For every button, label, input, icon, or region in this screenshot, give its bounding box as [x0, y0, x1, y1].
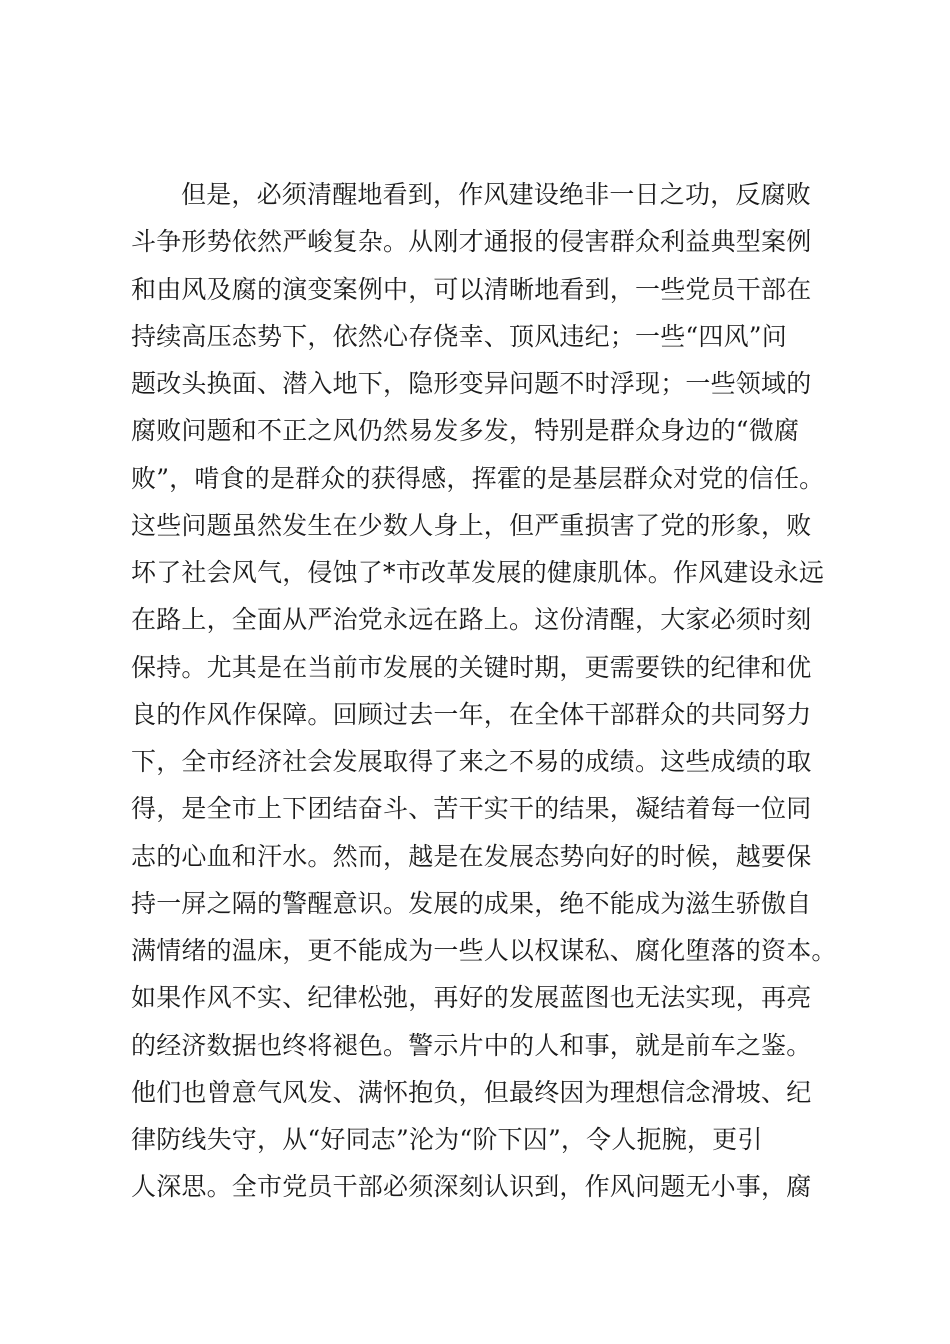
text-line-6: 腐败问题和不正之风仍然易发多发，特别是群众身边的“微腐 — [131, 416, 800, 446]
text-line-12: 良的作风作保障。回顾过去一年，在全体干部群众的共同努力 — [131, 699, 812, 729]
text-line-21: 律防线失守，从“好同志”沦为“阶下囚”，令人扼腕，更引 — [131, 1125, 763, 1154]
text-line-7: 败”，啃食的是群众的获得感，挥霍的是基层群众对党的信任。 — [131, 463, 825, 493]
text-line-18: 如果作风不实、纪律松弛，再好的发展蓝图也无法实现，再亮 — [131, 983, 812, 1013]
text-line-11: 保持。尤其是在当前市发展的关键时期，更需要铁的纪律和优 — [131, 652, 812, 682]
text-line-17: 满情绪的温床，更不能成为一些人以权谋私、腐化堕落的资本。 — [131, 936, 837, 965]
text-line-5: 题改头换面、潜入地下，隐形变异问题不时浮现；一些领域的 — [131, 369, 812, 398]
text-line-8: 这些问题虽然发生在少数人身上，但严重损害了党的形象，败 — [131, 510, 812, 540]
text-line-10: 在路上，全面从严治党永远在路上。这份清醒，大家必须时刻 — [131, 605, 812, 635]
text-line-22: 人深思。全市党员干部必须深刻认识到，作风问题无小事，腐 — [131, 1172, 812, 1202]
text-line-19: 的经济数据也终将褪色。警示片中的人和事，就是前车之鉴。 — [131, 1030, 812, 1060]
text-line-4: 持续高压态势下，依然心存侥幸、顶风违纪；一些“四风”问 — [131, 321, 787, 351]
text-line-13: 下，全市经济社会发展取得了来之不易的成绩。这些成绩的取 — [131, 747, 812, 776]
text-line-1: 但是，必须清醒地看到，作风建设绝非一日之功，反腐败 — [181, 180, 812, 209]
text-line-16: 持一屏之隔的警醒意识。发展的成果，绝不能成为滋生骄傲自 — [131, 888, 812, 918]
body-paragraph — [131, 171, 837, 1211]
text-line-15: 志的心血和汗水。然而，越是在发展态势向好的时候，越要保 — [131, 841, 812, 871]
text-line-9: 坏了社会风气，侵蚀了*市改革发展的健康肌体。作风建设永远 — [131, 558, 825, 587]
text-line-20: 他们也曾意气风发、满怀抱负，但最终因为理想信念滑坡、纪 — [131, 1077, 812, 1107]
text-line-3: 和由风及腐的演变案例中，可以清晰地看到，一些党员干部在 — [131, 274, 812, 304]
text-line-2: 斗争形势依然严峻复杂。从刚才通报的侵害群众利益典型案例 — [131, 227, 812, 257]
text-line-14: 得，是全市上下团结奋斗、苦干实干的结果，凝结着每一位同 — [131, 794, 812, 824]
